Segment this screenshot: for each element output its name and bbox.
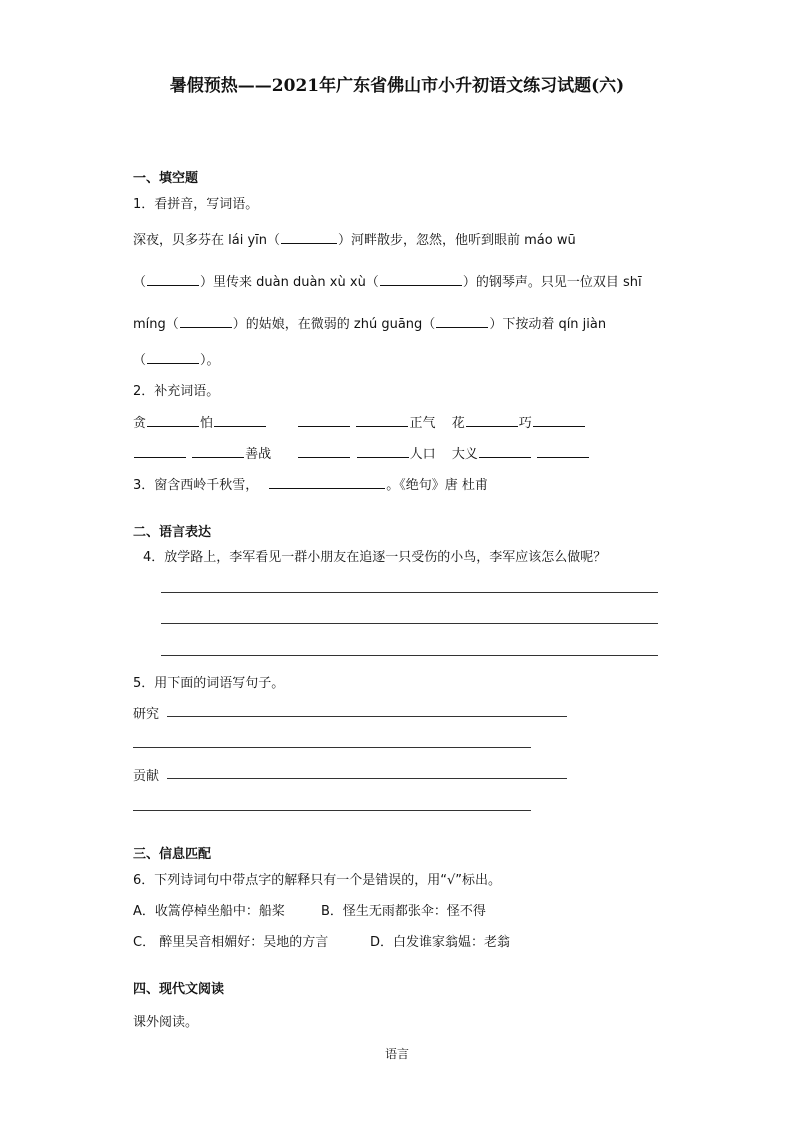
question-2-stem: 2．补充词语。 bbox=[133, 384, 220, 399]
q1-text-3c: ）下按动着 qín jiàn bbox=[489, 317, 607, 332]
answer-blank[interactable] bbox=[147, 414, 199, 427]
answer-blank[interactable] bbox=[281, 231, 337, 244]
q1-text-2c: ）的钢琴声。只见一位双目 shī bbox=[462, 275, 642, 290]
question-2-row-2 bbox=[133, 443, 590, 462]
section-heading-reading: 四、现代文阅读 bbox=[133, 982, 225, 997]
question-2-row-1 bbox=[133, 412, 586, 431]
answer-line[interactable] bbox=[161, 655, 658, 656]
answer-blank[interactable] bbox=[192, 445, 244, 458]
question-1-line-2 bbox=[133, 271, 642, 290]
question-5-word-2: 贡献 bbox=[133, 769, 160, 784]
idiom-char: 怕 bbox=[200, 416, 214, 431]
q1-text-1b: ）河畔散步，忽然，他听到眼前 máo wū bbox=[338, 233, 576, 248]
answer-blank[interactable] bbox=[147, 273, 199, 286]
section-heading-fill-in: 一、填空题 bbox=[133, 171, 199, 186]
question-5-stem: 5．用下面的词语写句子。 bbox=[133, 676, 285, 691]
question-1-line-3 bbox=[133, 313, 606, 332]
answer-blank[interactable] bbox=[533, 414, 585, 427]
section-heading-matching: 三、信息匹配 bbox=[133, 847, 212, 862]
idiom-char: 大义 bbox=[451, 447, 478, 462]
answer-blank[interactable] bbox=[479, 445, 531, 458]
option-c[interactable]: C． 醉里吴音相媚好：吴地的方言 bbox=[133, 935, 329, 950]
q1-text-4b: ）。 bbox=[200, 353, 220, 368]
answer-line[interactable] bbox=[161, 592, 658, 593]
answer-line[interactable] bbox=[161, 623, 658, 624]
answer-blank[interactable] bbox=[180, 315, 232, 328]
question-1-line-4 bbox=[133, 349, 220, 368]
q1-text-3b: ）的姑娘，在微弱的 zhú guāng（ bbox=[232, 317, 436, 332]
answer-line[interactable] bbox=[167, 778, 567, 779]
q3-text-b: 。《绝句》唐 杜甫 bbox=[386, 478, 488, 493]
answer-blank[interactable] bbox=[147, 351, 199, 364]
answer-blank[interactable] bbox=[298, 414, 350, 427]
question-7-stem: 课外阅读。 bbox=[133, 1015, 199, 1030]
q1-text-3a: míng（ bbox=[133, 317, 179, 332]
answer-blank[interactable] bbox=[537, 445, 589, 458]
question-1-line-1 bbox=[133, 229, 576, 248]
idiom-char: 善战 bbox=[245, 447, 272, 462]
answer-blank[interactable] bbox=[356, 414, 408, 427]
question-3 bbox=[133, 474, 488, 493]
answer-blank[interactable] bbox=[357, 445, 409, 458]
q1-text-4a: （ bbox=[133, 353, 147, 368]
idiom-char: 贪 bbox=[133, 416, 147, 431]
q1-text-2a: （ bbox=[133, 275, 147, 290]
idiom-char: 人口 bbox=[409, 447, 436, 462]
answer-blank[interactable] bbox=[298, 445, 350, 458]
answer-blank[interactable] bbox=[134, 445, 186, 458]
answer-line[interactable] bbox=[133, 810, 531, 811]
option-a[interactable]: A．收篙停棹坐船中：船桨 bbox=[133, 904, 285, 919]
answer-line[interactable] bbox=[167, 716, 567, 717]
section-heading-expression: 二、语言表达 bbox=[133, 525, 212, 540]
question-5-word-1: 研究 bbox=[133, 707, 160, 722]
question-6-stem: 6．下列诗词句中带点字的解释只有一个是错误的，用“√”标出。 bbox=[133, 873, 502, 888]
q1-text-1a: 深夜，贝多芬在 lái yīn（ bbox=[133, 233, 280, 248]
idiom-char: 花 bbox=[451, 416, 465, 431]
idiom-char: 正气 bbox=[409, 416, 436, 431]
page-title: 暑假预热——2021年广东省佛山市小升初语文练习试题(六) bbox=[169, 76, 625, 96]
answer-blank[interactable] bbox=[436, 315, 488, 328]
answer-blank[interactable] bbox=[466, 414, 518, 427]
q1-text-2b: ）里传来 duàn duàn xù xù（ bbox=[200, 275, 379, 290]
idiom-char: 巧 bbox=[518, 416, 532, 431]
question-1-stem: 1．看拼音，写词语。 bbox=[133, 197, 259, 212]
answer-blank[interactable] bbox=[380, 273, 462, 286]
page-footer: 语言 bbox=[384, 1047, 409, 1061]
option-d[interactable]: D．白发谁家翁媪：老翁 bbox=[370, 935, 511, 950]
answer-blank[interactable] bbox=[269, 476, 385, 489]
q3-text-a: 3．窗含西岭千秋雪， bbox=[133, 478, 259, 493]
question-4-stem: 4．放学路上，李军看见一群小朋友在追逐一只受伤的小鸟，李军应该怎么做呢？ bbox=[143, 550, 607, 565]
answer-blank[interactable] bbox=[214, 414, 266, 427]
option-b[interactable]: B．怪生无雨都张伞：怪不得 bbox=[321, 904, 486, 919]
answer-line[interactable] bbox=[133, 747, 531, 748]
